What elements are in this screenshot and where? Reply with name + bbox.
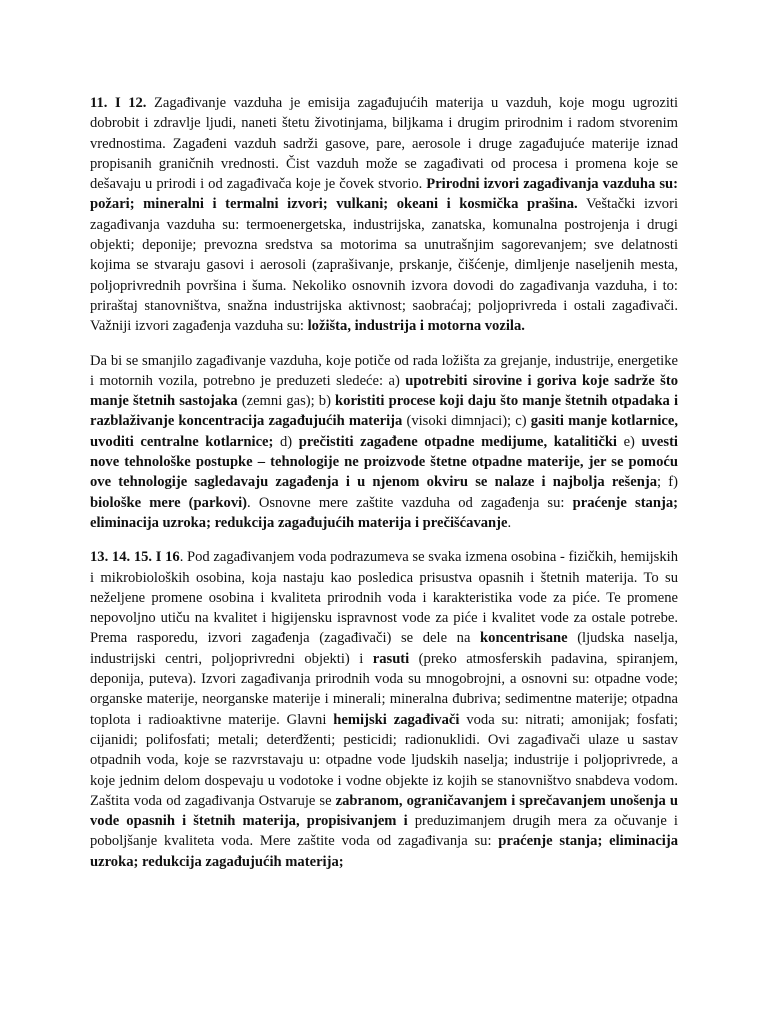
text-run: preduzimanjem drugih mera za očuvanje i poboljšanje kvaliteta voda. Mere zaštite voda od zagađivanja su: [90,813,678,850]
bold-text-run: 13. 14. 15. I 16 [90,549,180,566]
text-run: ; f) [657,474,678,491]
bold-text-run: Prirodni izvori zagađivanja vazduha su: požari; mineralni i termalni izvori; vulkani; okeani i kosmička prašina. [90,176,678,213]
paragraph-air-pollution [90,93,678,337]
bold-text-run: ložišta, industrija i motorna vozila. [307,318,525,335]
text-run: (preko atmosferskih padavina, spiranjem, deponija, puteva). Izvori zagađivanja prirodnih voda su mnogobrojni, a osnovni su: otpadne vode; organske materije, neorganske materije i minerali; mineralna đubriva; sedimentne materije; otpadna toplota i radioaktivne materije. Glavni [90,650,678,728]
text-run: e) [617,433,642,450]
bold-text-run: koristiti procese koji daju što manje štetnih otpadaka i razblaživanje koncentracija zagađujućih materija [90,393,678,430]
bold-text-run: koncentrisane [480,630,568,647]
bold-text-run: uvesti nove tehnološke postupke – tehnologije ne proizvode štetne otpadne materije, jer se pomoću ove tehnologije sagledavaju zagađenja i u njenom okviru se nalaze i najbolja rešenja [90,433,678,491]
text-run: (visoki dimnjaci); c) [402,413,531,430]
bold-text-run: rasuti [372,650,410,667]
bold-text-run: gasiti manje kotlarnice, uvoditi centralne kotlarnice; [90,413,679,450]
text-run: . [507,514,512,531]
bold-text-run: biološke mere (parkovi) [90,494,248,511]
text-run: . Osnovne mere zaštite vazduha od zagađenja su: [247,494,573,511]
paragraph-air-protection-measures [90,351,678,534]
text-run: Veštački izvori zagađivanja vazduha su: termoenergetska, industrijska, zanatska, komunalna postrojenja i drugi objekti; deponije; prevozna sredstva sa motorima sa unutrašnjim sagorevanjem; sve delatnosti kojima se stvaraju gasovi i aerosoli (zaprašivanje, prskanje, čišćenje, dimljenje naseljenih mesta, poljoprivrednih površina i šuma. Nekoliko osnovnih izvora dovodi do zagađivanja vazduha, i to: priraštaj stanovništva, snažna industrijska aktivnost; saobraćaj; poljoprivreda i ostali zagađivači. Važniji izvori zagađenja vazduha su: [90,196,678,335]
text-run: . Pod zagađivanjem voda podrazumeva se svaka izmena osobina - fizičkih, hemijskih i mikrobioloških osobina, koja nastaju kao posledica prisustva opasnih i štetnih materija. To su neželjene promene osobina i kvaliteta prirodnih voda i karakteristika vode za piće. Te promene nepovoljno utiču na kvalitet i higijensku ispravnost vode za piće i kvalitet vode za ostale potrebe. Prema rasporedu, izvori zagađenja (zagađivači) se dele na [90,549,679,647]
text-run: voda su: nitrati; amonijak; fosfati; cijanidi; polifosfati; metali; deterđženti; pesticidi; radionuklidi. Ovi zagađivači ulaze u sastav otpadnih voda, koje se razvrstavaju u: otpadne vode ljudskih naselja; industrije i poljoprivrede, a koje jednim delom dospevaju u vodotoke i vodne objekte iz kojih se stanovništvo snabdeva vodom. Zaštita voda od zagađivanja Ostvaruje se [90,711,678,809]
bold-text-run: praćenje stanja; eliminacija uzroka; redukcija zagađujućih materija i prečišćavanje [90,494,678,531]
paragraph-water-pollution [90,547,678,872]
bold-text-run: zabranom, ograničavanjem i sprečavanjem unošenja u vode opasnih i štetnih materija, propisivanjem i [90,792,678,830]
bold-text-run: hemijski zagađivači [333,711,460,728]
bold-text-run: 11. I 12. [90,95,147,111]
text-run: (ljudska naselja, industrijski centri, poljoprivredni objekti) i [90,630,678,667]
bold-text-run: praćenje stanja; eliminacija uzroka; redukcija zagađujućih materija; [90,833,679,870]
text-run: (zemni gas); b) [237,393,336,410]
text-run: Da bi se smanjilo zagađivanje vazduha, koje potiče od rada ložišta za grejanje, industrije, energetike i motornih vozila, potrebno je preduzeti sledeće: a) [90,352,678,389]
text-run: d) [273,433,299,450]
text-run: Zagađivanje vazduha je emisija zagađujućih materija u vazduh, koje mogu ugroziti dobrobit i zdravlje ljudi, naneti štetu životinjama, biljkama i drugim prirodnim i radom stvorenim vrednostima. Zagađeni vazduh sadrži gasove, pare, aerosole i druge zagađujuće materije iznad propisanih graničnih vrednosti. Čist vazduh može se zagađivati od procesa i promena koje se dešavaju u prirodi i od zagađivača koje je čovek stvorio. [90,95,679,193]
bold-text-run: upotrebiti sirovine i goriva koje sadrže što manje štetnih sastojaka [90,372,678,410]
bold-text-run: prečistiti zagađene otpadne medijume, katalitički [298,433,617,450]
